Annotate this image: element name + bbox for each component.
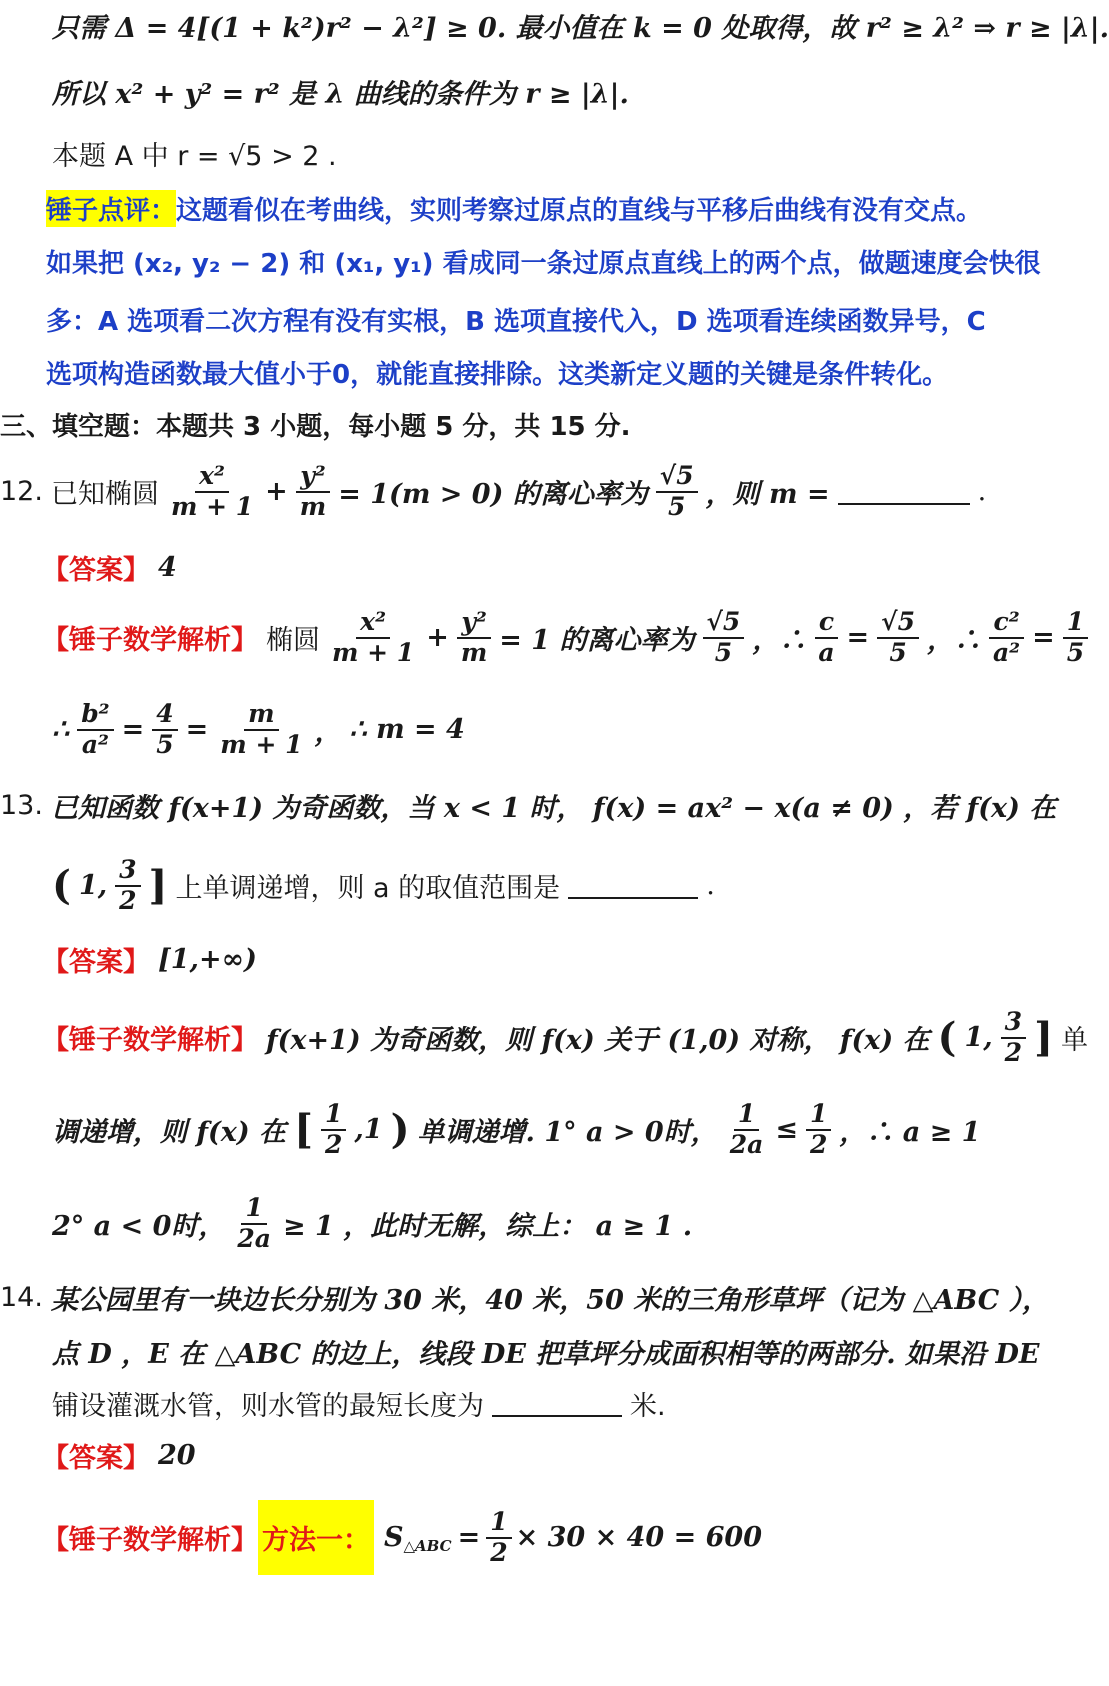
analysis-text: 单调递增. 1° a > 0时， <box>417 1117 718 1149</box>
question-14-line-3 <box>52 1384 666 1423</box>
area-symbol: S <box>384 1522 404 1553</box>
question-text: . <box>977 476 987 508</box>
question-text: = 1(m > 0) 的离心率为 <box>338 479 648 511</box>
fraction: $\frac{\text{y²}}{m}$ <box>296 462 330 522</box>
analysis-text: = 1 的离心率为 <box>499 625 695 657</box>
analysis-text: ∴ m = 4 <box>349 714 465 746</box>
area-subscript: △ABC <box>403 1536 452 1555</box>
comment-text: 如果把 (x₂, y₂ − 2) 和 (x₁, y₁) 看成同一条过原点直线上的两个点，做题速度会快很 <box>46 249 1041 279</box>
question-number: 12. <box>0 476 43 508</box>
answer-blank <box>568 873 698 899</box>
fraction: $\frac{\text{x²}}{m + 1}$ <box>170 461 254 521</box>
answer-value: [1,+∞) <box>158 944 257 975</box>
comment-line-1 <box>46 190 982 227</box>
question-12-line-1: 12. 已知椭圆 $\frac{\text{x²}}{m + 1}$ + $\frac{\text{y²}}{m}$ = 1(m > 0) 的离心率为 $\frac{√5}{5}$ ，则 m = . <box>0 461 987 521</box>
analysis-label: 【锤子数学解析】 <box>42 625 258 657</box>
answer-blank <box>492 1391 622 1417</box>
question-13-answer <box>42 940 257 979</box>
question-text: 上单调递增，则 a 的取值范围是 <box>175 873 561 905</box>
answer-label: 【答案】 <box>42 1443 150 1474</box>
question-text: 铺设灌溉水管，则水管的最短长度为 <box>52 1391 484 1422</box>
analysis-text: 单 <box>1061 1025 1088 1057</box>
answer-label: 【答案】 <box>42 555 150 586</box>
question-14-line-2 <box>52 1332 1040 1371</box>
comment-text: 多：A 选项看二次方程有没有实根，B 选项直接代入，D 选项看连续函数异号，C <box>46 307 986 337</box>
question-12-analysis-2: ∴ $\frac{\text{b²}}{\text{a²}}$ = $\frac{4}{5}$ = $\frac{m}{m + 1}$ ， ∴ m = 4 <box>52 699 465 759</box>
analysis-text: × 30 × 40 = 600 <box>515 1522 762 1553</box>
analysis-text: 调递增，则 f(x) 在 <box>52 1117 287 1149</box>
solution-line-2 <box>52 72 629 111</box>
question-14-analysis-1: 【锤子数学解析】 方法一： S △ABC = $\frac{1}{2}$ × 30 × 40 = 600 <box>42 1500 762 1575</box>
question-text: 已知函数 f(x+1) 为奇函数，当 x < 1 时， f(x) = ax² − x(a ≠ 0) ，若 f(x) 在 <box>50 793 1057 824</box>
question-12-answer <box>42 548 177 587</box>
comment-text: 这题看似在考曲线，实则考察过原点的直线与平移后曲线有没有交点。 <box>176 196 983 226</box>
question-text: 点 D ，E 在 △ABC 的边上，线段 DE 把草坪分成面积相等的两部分. 如果沿 DE <box>52 1339 1040 1370</box>
comment-line-3 <box>46 301 986 338</box>
question-12-analysis-1: 【锤子数学解析】 椭圆 $\frac{\text{x²}}{m + 1}$ + $\frac{\text{y²}}{m}$ = 1 的离心率为 $\frac{√5}{5}$ ，∴ $\frac{c}{a}$ = $\frac{√5}{5}$ ，∴ $\frac{\text{c²}}{\text{a²}}$ = $\frac{1}{5}$ <box>42 608 1088 668</box>
text: 本题 A 中 r = √5 > 2 . <box>52 141 337 172</box>
comment-line-4 <box>46 354 948 391</box>
question-text: 已知椭圆 <box>50 479 159 511</box>
analysis-label: 【锤子数学解析】 <box>42 1025 258 1057</box>
question-13-analysis-3: 2° a < 0时， $\frac{1}{2a}$ ≥ 1 ，此时无解，综上： a ≥ 1 . <box>52 1193 693 1253</box>
analysis-text: 2° a < 0时， <box>52 1211 226 1243</box>
answer-blank <box>838 479 970 505</box>
text: 只需 Δ = 4[(1 + k²)r² − λ²] ≥ 0. 最小值在 k = 0 处取得，故 r² ≥ λ² ⇒ r ≥ |λ|. <box>52 13 1109 44</box>
question-number: 13. <box>0 790 43 821</box>
question-14-line-1 <box>0 1278 1049 1317</box>
question-number: 14. <box>0 1282 43 1313</box>
answer-value: 4 <box>158 552 177 583</box>
fraction: $\frac{√5}{5}$ <box>656 462 698 522</box>
text: 所以 x² + y² = r² 是 λ 曲线的条件为 r ≥ |λ|. <box>52 79 629 110</box>
analysis-label: 【锤子数学解析】 <box>42 1525 258 1556</box>
answer-value: 20 <box>158 1440 196 1471</box>
answer-label: 【答案】 <box>42 947 150 978</box>
section-title: 三、填空题：本题共 3 小题，每小题 5 分，共 15 分. <box>0 412 631 442</box>
question-text: 某公园里有一块边长分别为 30 米，40 米，50 米的三角形草坪（记为 △ABC ）， <box>50 1285 1050 1316</box>
question-text: 米. <box>630 1391 666 1422</box>
analysis-text: ≥ 1 ，此时无解，综上： a ≥ 1 . <box>282 1211 693 1243</box>
comment-label: 锤子点评： <box>46 190 176 227</box>
question-13-line-1 <box>0 786 1056 825</box>
solution-line-3 <box>52 134 337 173</box>
analysis-text: ，∴ a ≥ 1 <box>839 1117 981 1149</box>
question-text: . <box>706 870 715 902</box>
method-label: 方法一： <box>258 1500 374 1575</box>
solution-line-1 <box>52 6 1109 45</box>
question-14-answer <box>42 1436 196 1475</box>
analysis-text: f(x+1) 为奇函数，则 f(x) 关于 (1,0) 对称， f(x) 在 <box>266 1025 930 1057</box>
question-13-line-2: ( 1, $\frac{3}{2}$ ] 上单调递增，则 a 的取值范围是 . <box>52 855 715 915</box>
question-13-analysis-2: 调递增，则 f(x) 在 [ $\frac{1}{2}$ ,1 ) 单调递增. 1° a > 0时， $\frac{1}{2a}$ ≤ $\frac{1}{2}$ ，∴ a ≥ 1 <box>52 1099 981 1159</box>
analysis-text: 椭圆 <box>266 625 320 657</box>
comment-text: 选项构造函数最大值小于0，就能直接排除。这类新定义题的关键是条件转化。 <box>46 360 949 390</box>
comment-line-2 <box>46 243 1041 280</box>
question-text: ，则 m = <box>705 479 830 511</box>
question-13-analysis-1: 【锤子数学解析】 f(x+1) 为奇函数，则 f(x) 关于 (1,0) 对称， f(x) 在 ( 1, $\frac{3}{2}$ ] 单 <box>42 1007 1088 1067</box>
section-heading <box>0 406 631 443</box>
